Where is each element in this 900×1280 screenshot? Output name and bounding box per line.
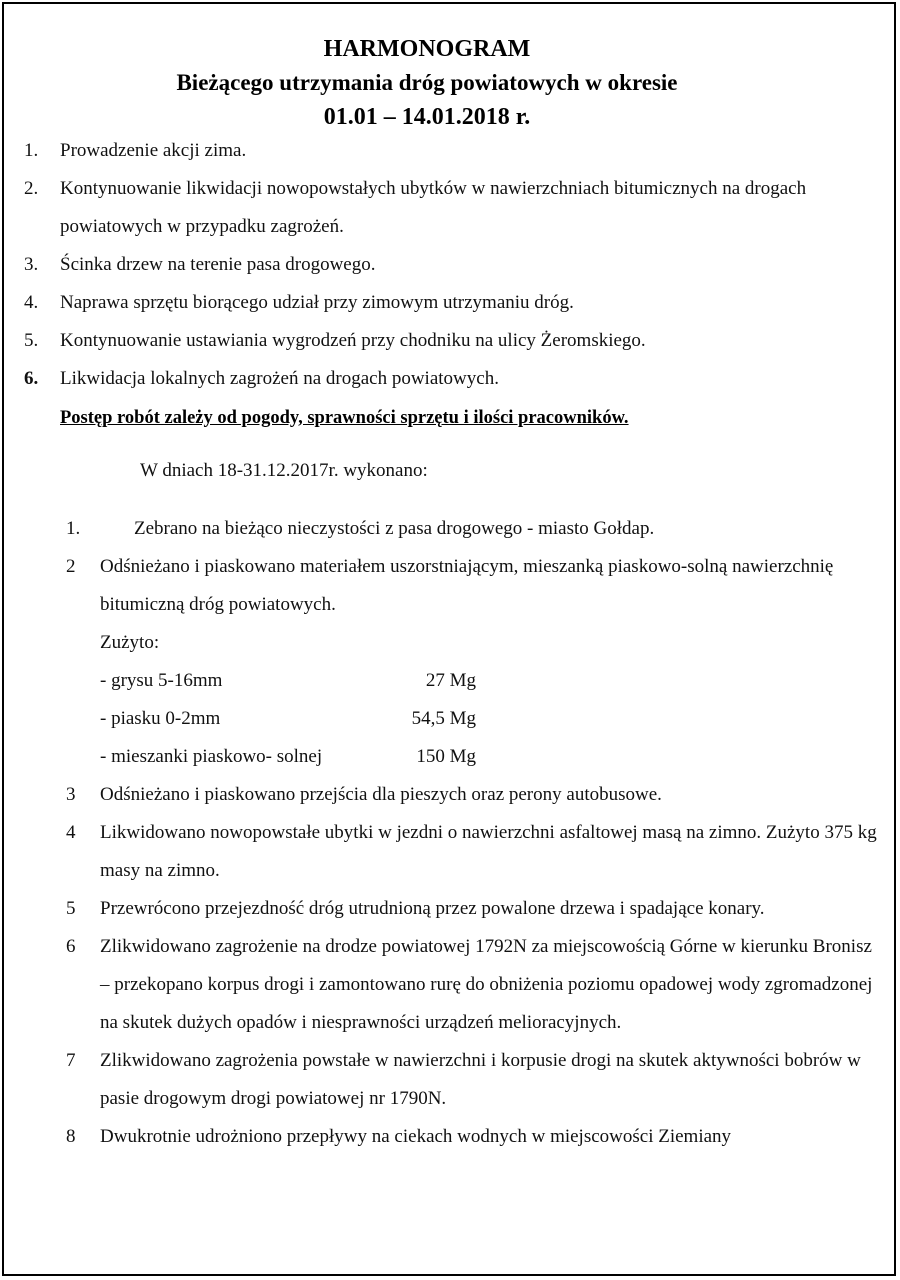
schedule-item-number: 1. <box>24 140 39 161</box>
schedule-item-text: Prowadzenie akcji zima. <box>60 140 247 161</box>
completed-item <box>4 1042 884 1118</box>
completed-item <box>4 814 884 890</box>
schedule-item <box>4 246 884 284</box>
document-subtitle: Bieżącego utrzymania dróg powiatowych w okresie <box>176 70 678 95</box>
completed-item-text: Zlikwidowano zagrożenie na drodze powiatowej 1792N za miejscowością Górne w kierunku Bronisz – przekopano korpus drogi i zamontowano rurę do obniżenia poziomu opadowej wody zgromadzonej na skutek dużych opadów i niesprawności urządzeń melioracyjnych. <box>100 936 873 1033</box>
completed-item-number: 3 <box>66 784 76 805</box>
material-name: - mieszanki piaskowo- solnej <box>100 746 323 767</box>
schedule-item <box>4 360 884 398</box>
material-amount: 150 Mg <box>416 746 476 767</box>
usage-label-row <box>4 624 884 662</box>
usage-label: Zużyto: <box>100 632 160 653</box>
schedule-item <box>4 170 884 246</box>
progress-note: Postęp robót zależy od pogody, sprawności sprzętu i ilości pracowników. <box>60 408 629 428</box>
completed-item-number: 1. <box>66 518 81 539</box>
completed-item-text: Odśnieżano i piaskowano materiałem uszorstniającym, mieszanką piaskowo-solną nawierzchnię bitumiczną dróg powiatowych. <box>100 556 834 615</box>
completed-item-text: Zlikwidowano zagrożenia powstałe w nawierzchni i korpusie drogi na skutek aktywności bobrów w pasie drogowym drogi powiatowej nr 1790N. <box>100 1050 861 1109</box>
schedule-item <box>4 132 884 170</box>
completed-item <box>4 510 884 548</box>
completed-item <box>4 890 884 928</box>
completed-item-number: 6 <box>66 936 76 957</box>
schedule-item <box>4 322 884 360</box>
completed-item-text: Dwukrotnie udrożniono przepływy na ciekach wodnych w miejscowości Ziemiany <box>100 1126 732 1147</box>
completed-item-number: 7 <box>66 1050 76 1071</box>
completed-item-text: Likwidowano nowopowstałe ubytki w jezdni o nawierzchni asfaltowej masą na zimno. Zużyto 375 kg masy na zimno. <box>100 822 877 881</box>
schedule-item-text: Kontynuowanie likwidacji nowopowstałych ubytków w nawierzchniach bitumicznych na drogach powiatowych w przypadku zagrożeń. <box>60 178 807 237</box>
material-row <box>4 700 884 738</box>
completed-item <box>4 776 884 814</box>
material-amount: 54,5 Mg <box>411 708 476 729</box>
completed-item-text: Zebrano na bieżąco nieczystości z pasa drogowego - miasto Gołdap. <box>134 518 655 539</box>
completed-item-text: Odśnieżano i piaskowano przejścia dla pieszych oraz perony autobusowe. <box>100 784 662 805</box>
material-row <box>4 662 884 700</box>
schedule-list <box>4 132 884 398</box>
completed-item <box>4 548 884 624</box>
document-period: 01.01 – 14.01.2018 r. <box>323 104 531 130</box>
schedule-item-number: 2. <box>24 178 39 199</box>
material-amount: 27 Mg <box>425 670 476 691</box>
schedule-item-number: 6. <box>24 368 39 389</box>
material-name: - piasku 0-2mm <box>100 708 221 729</box>
schedule-item-text: Naprawa sprzętu biorącego udział przy zimowym utrzymaniu dróg. <box>60 292 574 313</box>
completed-item-number: 5 <box>66 898 76 919</box>
completed-item-number: 8 <box>66 1126 76 1147</box>
material-row <box>4 738 884 776</box>
completed-item <box>4 928 884 1042</box>
document-title: HARMONOGRAM <box>323 36 531 62</box>
schedule-item-text: Kontynuowanie ustawiania wygrodzeń przy chodniku na ulicy Żeromskiego. <box>60 330 646 351</box>
completed-item <box>4 1118 884 1156</box>
schedule-item <box>4 284 884 322</box>
schedule-item-number: 5. <box>24 330 39 351</box>
completed-item-text: Przewrócono przejezdność dróg utrudnioną przez powalone drzewa i spadające konary. <box>100 898 765 919</box>
completed-list <box>4 510 884 1156</box>
completed-item-number: 2 <box>66 556 76 577</box>
document-page <box>2 2 896 1276</box>
completed-item-number: 4 <box>66 822 76 843</box>
schedule-item-number: 4. <box>24 292 39 313</box>
completed-heading: W dniach 18-31.12.2017r. wykonano: <box>140 460 428 481</box>
schedule-item-text: Ścinka drzew na terenie pasa drogowego. <box>60 254 376 275</box>
schedule-item-text: Likwidacja lokalnych zagrożeń na drogach powiatowych. <box>60 368 499 389</box>
schedule-item-number: 3. <box>24 254 39 275</box>
material-name: - grysu 5-16mm <box>100 670 223 691</box>
